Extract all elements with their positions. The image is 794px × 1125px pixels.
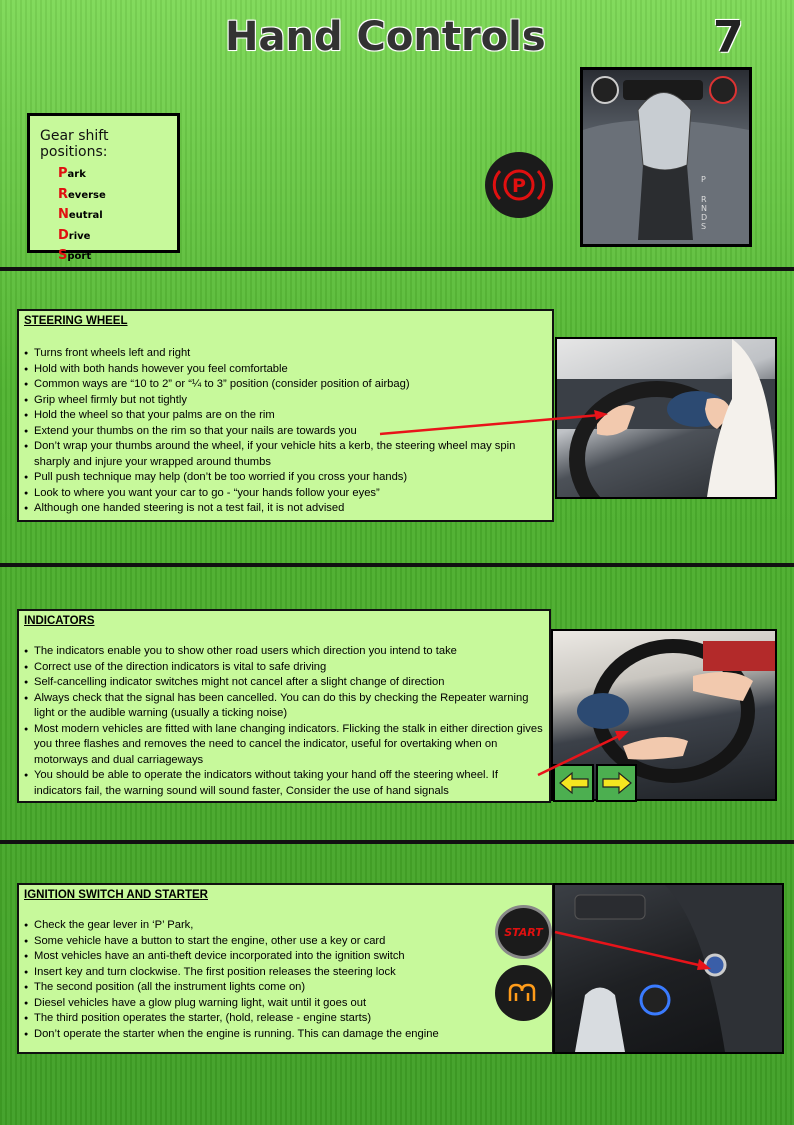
lever-letter: S xyxy=(701,222,707,231)
indicators-box xyxy=(17,609,551,803)
list-item: ● Insert key and turn clockwise. The first position releases the steering lock xyxy=(24,965,546,981)
list-item: ● The second position (all the instrument lights come on) xyxy=(24,980,546,996)
list-item: ● Check the gear lever in ‘P’ Park, xyxy=(24,918,546,934)
gear-positions-heading: Gear shift positions: xyxy=(40,128,109,160)
ignition-box xyxy=(17,883,554,1054)
parking-brake-warning-icon xyxy=(485,152,553,218)
list-item: ● Most vehicles have an anti-theft device incorporated into the ignition switch xyxy=(24,949,546,965)
page-number: 7 xyxy=(713,12,744,63)
glow-plug-warning-icon xyxy=(495,965,552,1021)
pointer-arrow xyxy=(553,928,713,974)
gear-rest: port xyxy=(67,251,92,262)
list-item: ● Some vehicle have a button to start the engine, other use a key or card xyxy=(24,934,546,950)
steering-wheel-heading: STEERING WHEEL xyxy=(24,315,128,327)
parking-brake-glyph xyxy=(492,165,546,205)
lever-letter: D xyxy=(701,213,708,222)
indicators-list xyxy=(24,644,543,799)
gear-lever-photo xyxy=(580,67,752,247)
gear-item xyxy=(58,205,177,226)
gear-item xyxy=(58,246,177,267)
lever-letter: R xyxy=(701,195,707,204)
ignition-list xyxy=(24,918,546,1042)
section-divider xyxy=(0,267,794,271)
list-item: ● Always check that the signal has been cancelled. You can do this by checking the Repeater warning light or the audible warning (usually a ticking noise) xyxy=(24,691,543,722)
list-item: ● Correct use of the direction indicators is vital to safe driving xyxy=(24,660,543,676)
pointer-arrow xyxy=(535,727,631,779)
glow-plug-glyph xyxy=(506,981,542,1005)
gear-rest: ark xyxy=(67,169,86,180)
gear-rest: rive xyxy=(68,230,91,242)
lever-letter: P xyxy=(701,175,706,184)
list-item: ● Common ways are “10 to 2” or “¼ to 3” position (consider position of airbag) xyxy=(24,377,546,393)
indicators-heading: INDICATORS xyxy=(24,615,95,627)
list-item: ● Don’t wrap your thumbs around the wheel, if your vehicle hits a kerb, the steering wheel may spin sharply and injure your wrapped around thumbs xyxy=(24,439,546,470)
list-item: ● Self-cancelling indicator switches might not cancel after a slight change of direction xyxy=(24,675,543,691)
section-divider xyxy=(0,840,794,844)
start-button-label: START xyxy=(504,925,543,939)
gear-item xyxy=(58,185,177,206)
gear-initial: D xyxy=(58,227,69,243)
gear-item xyxy=(58,226,177,247)
gear-item xyxy=(58,164,177,185)
ignition-heading: IGNITION SWITCH AND STARTER xyxy=(24,889,208,901)
list-item: ● You should be able to operate the indicators without taking your hand off the steering wheel. If indicators fail, the warning sound will sound faster, Consider the use of hand signals xyxy=(24,768,543,799)
list-item: ● The indicators enable you to show other road users which direction you intend to take xyxy=(24,644,543,660)
gear-rest: eutral xyxy=(68,210,103,221)
gear-rest: everse xyxy=(68,189,106,201)
gear-initial: N xyxy=(58,207,69,222)
lever-letter: N xyxy=(701,204,707,213)
list-item: ● Diesel vehicles have a glow plug warning light, wait until it goes out xyxy=(24,996,546,1012)
pointer-arrow xyxy=(378,410,610,438)
list-item: ● Extend your thumbs on the rim so that your nails are towards you xyxy=(24,424,546,440)
gear-initial: S xyxy=(58,248,68,263)
list-item: ● Most modern vehicles are fitted with lane changing indicators. Flicking the stalk in either direction gives you three flashes and removes the need to cancel the indicator, useful for overtaking when on motorways and dual carriageways xyxy=(24,722,543,769)
gear-initial: P xyxy=(58,166,68,181)
list-item: ● Pull push technique may help (don’t be too worried if you cross your hands) xyxy=(24,470,546,486)
start-button-icon xyxy=(495,905,552,959)
list-item: ● Hold with both hands however you feel comfortable xyxy=(24,362,546,378)
list-item: ● Grip wheel firmly but not tightly xyxy=(24,393,546,409)
parking-brake-letter: P xyxy=(512,175,526,197)
list-item: ● Look to where you want your car to go - “your hands follow your eyes” xyxy=(24,486,546,502)
page-title: Hand Controls xyxy=(225,14,546,60)
gear-positions-box xyxy=(27,113,180,263)
list-item: ● Turns front wheels left and right xyxy=(24,346,546,362)
list-item: ● Don’t operate the starter when the engine is running. This can damage the engine xyxy=(24,1027,546,1043)
section-divider xyxy=(0,563,794,567)
list-item: ● The third position operates the starter, (hold, release - engine starts) xyxy=(24,1011,546,1027)
list-item: ● Hold the wheel so that your palms are on the rim xyxy=(24,408,546,424)
gear-initial: R xyxy=(58,186,69,202)
list-item: ● Although one handed steering is not a test fail, it is not advised xyxy=(24,501,546,517)
